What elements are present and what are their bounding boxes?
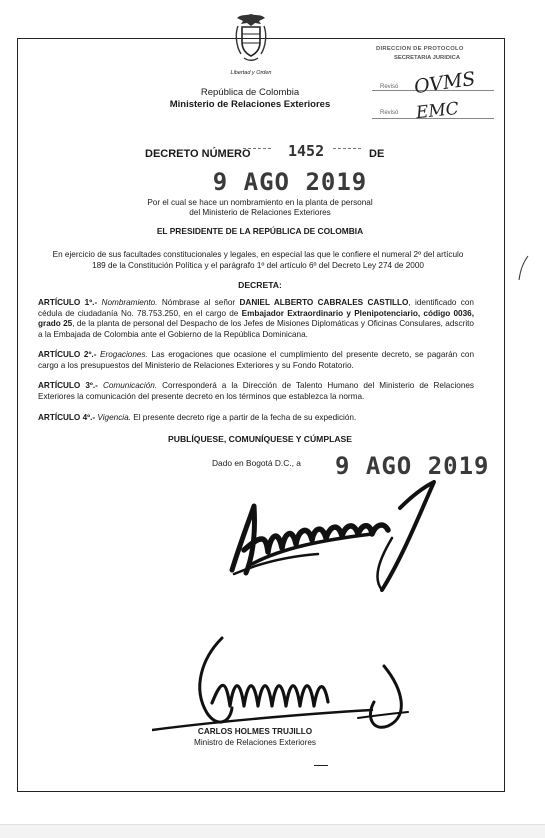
article-2-title: Erogaciones. [100, 350, 148, 359]
article-1-text1: Nómbrase al señor [161, 298, 236, 307]
decree-date-stamp: 9 AGO 2019 [212, 168, 368, 196]
article-3-text: Corresponderá a la Dirección de Talento Humano del Ministerio de Relaciones Exteriores la comunicación del presente decreto en los términos que establezca la norma. [38, 381, 475, 401]
decree-de: DE [369, 148, 385, 160]
ministry-name: Ministerio de Relaciones Exteriores [169, 99, 331, 110]
bottom-dash [314, 765, 328, 766]
motto: Libertad y Orden [230, 70, 272, 76]
preamble: En ejercicio de sus facultades constitucionales y legales, en especial las que le confiere el numeral 2º del artículo 189 de la Constitución Política y el parágrafo 1º del artículo 6º del Decreto Ley 274 de 2000 [52, 250, 464, 270]
article-4-label: ARTÍCULO 4º.- [38, 413, 96, 422]
article-4-title: Vigencia. [97, 413, 131, 422]
minister-title: Ministro de Relaciones Exteriores [194, 738, 316, 747]
given-date-stamp: 9 AGO 2019 [335, 452, 490, 480]
decreta-heading: DECRETA: [238, 280, 282, 290]
article-2-label: ARTÍCULO 2º.- [38, 350, 97, 359]
article-1-title: Nombramiento. [101, 298, 158, 307]
given-at: Dado en Bogotá D.C., a [212, 458, 301, 468]
president-signature [222, 478, 454, 606]
stamp-row1-label: Revisó [380, 84, 399, 90]
article-2 [38, 350, 474, 371]
stamp-initials-1: OVMS [412, 67, 477, 99]
stamp-line-2: SECRETARIA JURIDICA [394, 55, 461, 61]
article-1-label: ARTÍCULO 1º.- [38, 298, 98, 307]
article-4-text: El presente decreto rige a partir de la fecha de su expedición. [133, 413, 357, 422]
article-2-text: Las erogaciones que ocasione el cumplimiento del presente decreto, se pagarán con cargo a los presupuestos del Ministerio de Relaciones Exteriores y su Fondo Rotatorio. [38, 350, 474, 370]
minister-name: CARLOS HOLMES TRUJILLO [197, 727, 313, 736]
post-title: Embajador Extraordinario y Plenipotenciario, código 0036, grado 25 [38, 308, 474, 328]
coat-of-arms-icon [233, 12, 269, 64]
decree-number: 1452 [288, 142, 325, 160]
article-1-text2: , identificado con cédula de ciudadanía No. 78.753.250, en el cargo de [38, 298, 474, 318]
viewer-bottom-bar [0, 824, 545, 838]
decree-subject-line1: Por el cual se hace un nombramiento en la planta de personal [147, 198, 373, 207]
review-stamp [372, 46, 500, 142]
stamp-initials-2: EMC [415, 98, 460, 124]
article-3-title: Comunicación. [102, 381, 158, 390]
decree-subject-line2: del Ministerio de Relaciones Exteriores [189, 208, 331, 217]
article-4 [38, 413, 474, 424]
article-3 [38, 381, 474, 402]
margin-mark [516, 254, 530, 282]
closing-formula: PUBLÍQUESE, COMUNÍQUESE Y CÚMPLASE [168, 434, 352, 444]
stamp-row2-label: Revisó [380, 110, 399, 116]
stamp-line-1: DIRECCION DE PROTOCOLO [376, 46, 464, 52]
appointee-name: DANIEL ALBERTO CABRALES CASTILLO [239, 298, 409, 307]
article-1-text3: , de la planta de personal del Despacho de los Jefes de Misiones Diplomáticas y Oficinas Consulares, adscrito a la Embajada de Colombia ante el Gobierno de la República Dominicana. [38, 319, 474, 339]
president-heading: EL PRESIDENTE DE LA REPÚBLICA DE COLOMBIA [156, 226, 364, 236]
article-1 [38, 298, 474, 340]
article-3-label: ARTÍCULO 3º.- [38, 381, 98, 390]
republic-name: República de Colombia [200, 87, 300, 98]
decree-label: DECRETO NÚMERO [145, 148, 251, 160]
